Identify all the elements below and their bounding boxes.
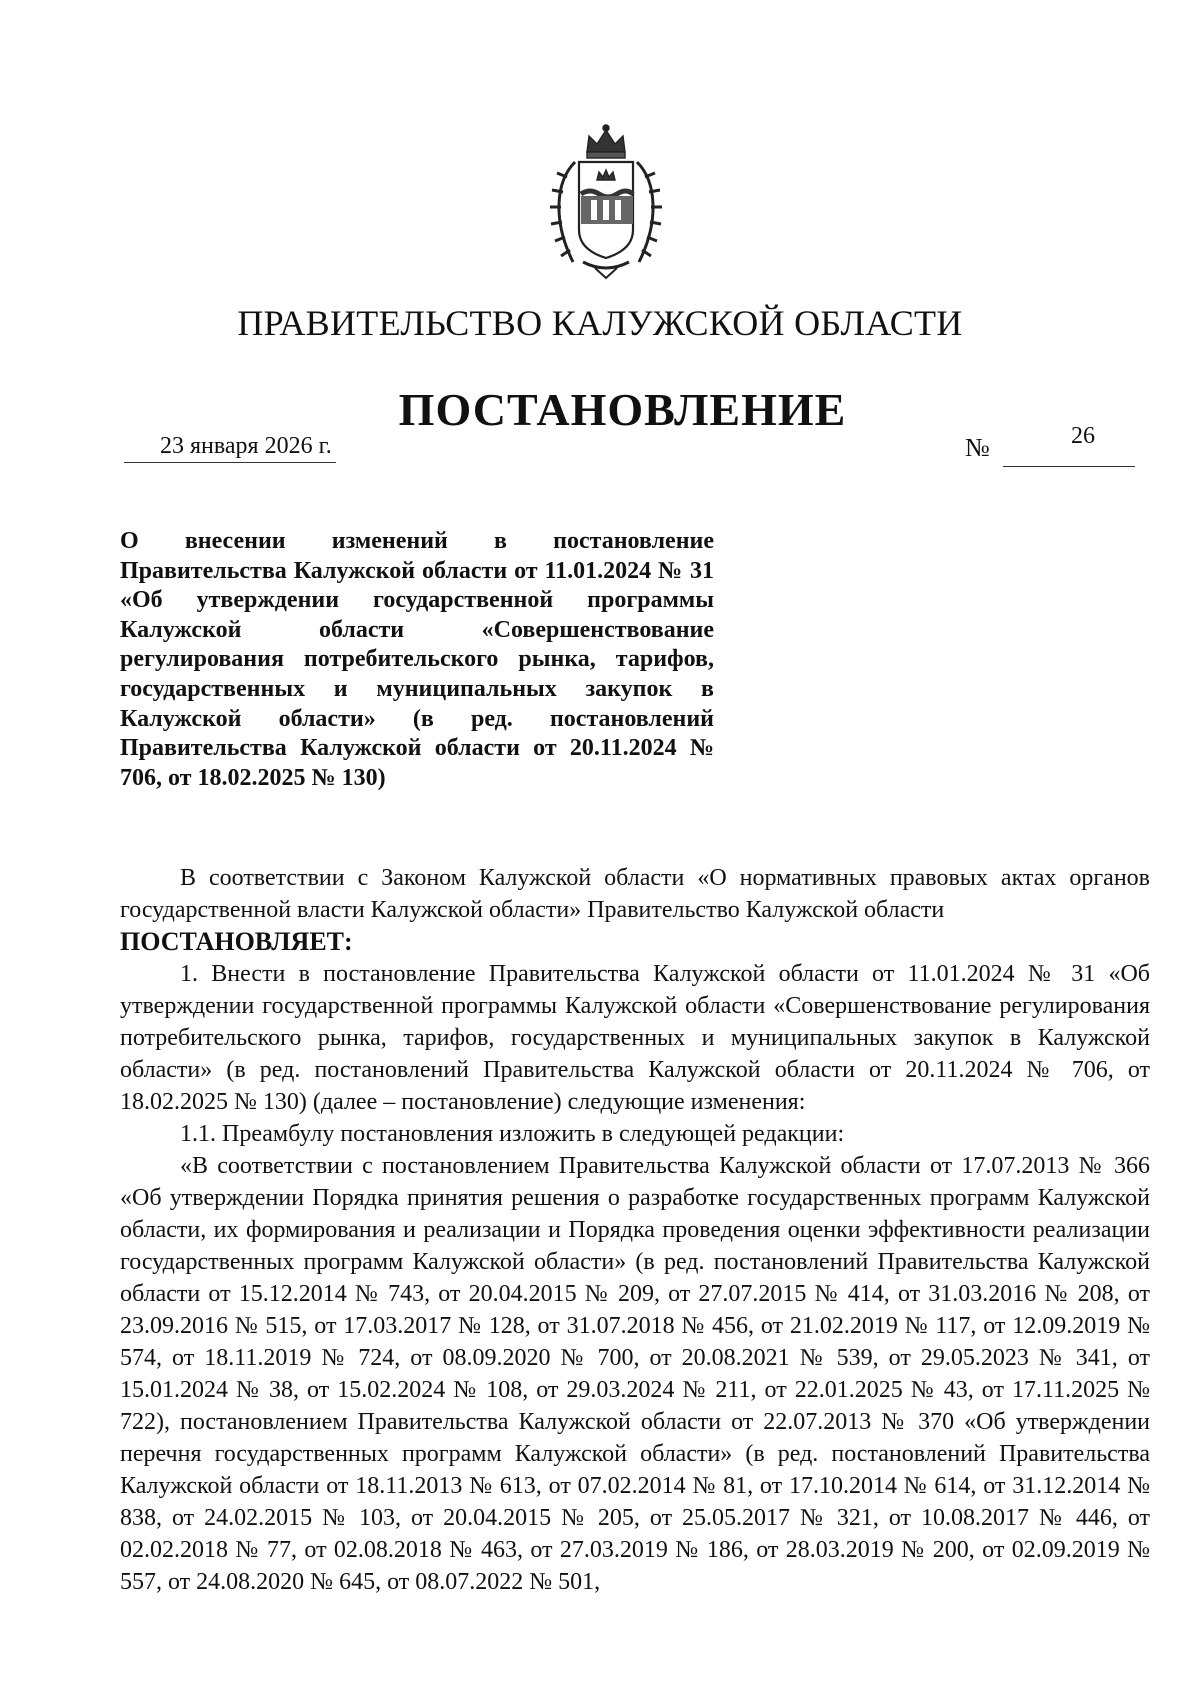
document-subject: О внесении изменений в постановление Правительства Калужской области от 11.01.2024 № 31 «Об утверждении государственной программы Калужской области «Совершенствование регулирования потребительского рынка, тарифов, государственных и муниципальных закупок в Калужской области» (в ред. постановлений Правительства Калужской области от 20.11.2024 № 706, от 18.02.2025 № 130) — [120, 528, 714, 791]
paragraph-1: 1. Внести в постановление Правительства Калужской области от 11.01.2024 № 31 «Об утверждении государственной программы Калужской области «Совершенствование регулирования потребительского рынка, тарифов, государственных и муниципальных закупок в Калужской области» (в ред. постановлений Правительства Калужской области от 20.11.2024 № 706, от 18.02.2025 № 130) (далее – постановление) следующие изменения: — [120, 961, 1150, 1115]
document-body — [120, 862, 1150, 1598]
document-type-title: ПОСТАНОВЛЕНИЕ — [398, 384, 847, 435]
document-number: 26 — [1071, 423, 1095, 449]
number-sign: № — [965, 433, 990, 462]
organization-title: ПРАВИТЕЛЬСТВО КАЛУЖСКОЙ ОБЛАСТИ — [237, 303, 963, 343]
quoted-preamble-paragraph: «В соответствии с постановлением Правительства Калужской области от 17.07.2013 № 366 «Об утверждении Порядка принятия решения о разработке государственных программ Калужской области, их формирования и реализации и Порядка проведения оценки эффективности реализации государственных программ Калужской области» (в ред. постановлений Правительства Калужской области от 15.12.2014 № 743, от 20.04.2015 № 209, от 27.07.2015 № 414, от 31.03.2016 № 208, от 23.09.2016 № 515, от 17.03.2017 № 128, от 31.07.2018 № 456, от 21.02.2019 № 117, от 12.09.2019 № 574, от 18.11.2019 № 724, от 08.09.2020 № 700, от 20.08.2021 № 539, от 29.05.2023 № 341, от 15.01.2024 № 38, от 15.02.2024 № 108, от 29.03.2024 № 211, от 22.01.2025 № 43, от 17.11.2025 № 722), постановлением Правительства Калужской области от 22.07.2013 № 370 «Об утверждении перечня государственных программ Калужской области» (в ред. постановлений Правительства Калужской области от 18.11.2013 № 613, от 07.02.2014 № 81, от 17.10.2014 № 614, от 31.12.2014 № 838, от 24.02.2015 № 103, от 20.04.2015 № 205, от 25.05.2017 № 321, от 10.08.2017 № 446, от 02.02.2018 № 77, от 02.08.2018 № 463, от 27.03.2019 № 186, от 28.03.2019 № 200, от 02.09.2019 № 557, от 24.08.2020 № 645, от 08.07.2022 № 501, — [120, 1153, 1150, 1595]
number-underline — [1003, 432, 1135, 467]
decree-word: ПОСТАНОВЛЯЕТ: — [120, 927, 353, 956]
paragraph-1-1: 1.1. Преамбулу постановления изложить в следующей редакции: — [180, 1121, 845, 1147]
preamble-paragraph: В соответствии с Законом Калужской области «О нормативных правовых актах органов государственной власти Калужской области» Правительство Калужской области — [120, 865, 1150, 923]
document-date: 23 января 2026 г. — [160, 433, 332, 459]
coat-of-arms-icon — [545, 122, 667, 280]
